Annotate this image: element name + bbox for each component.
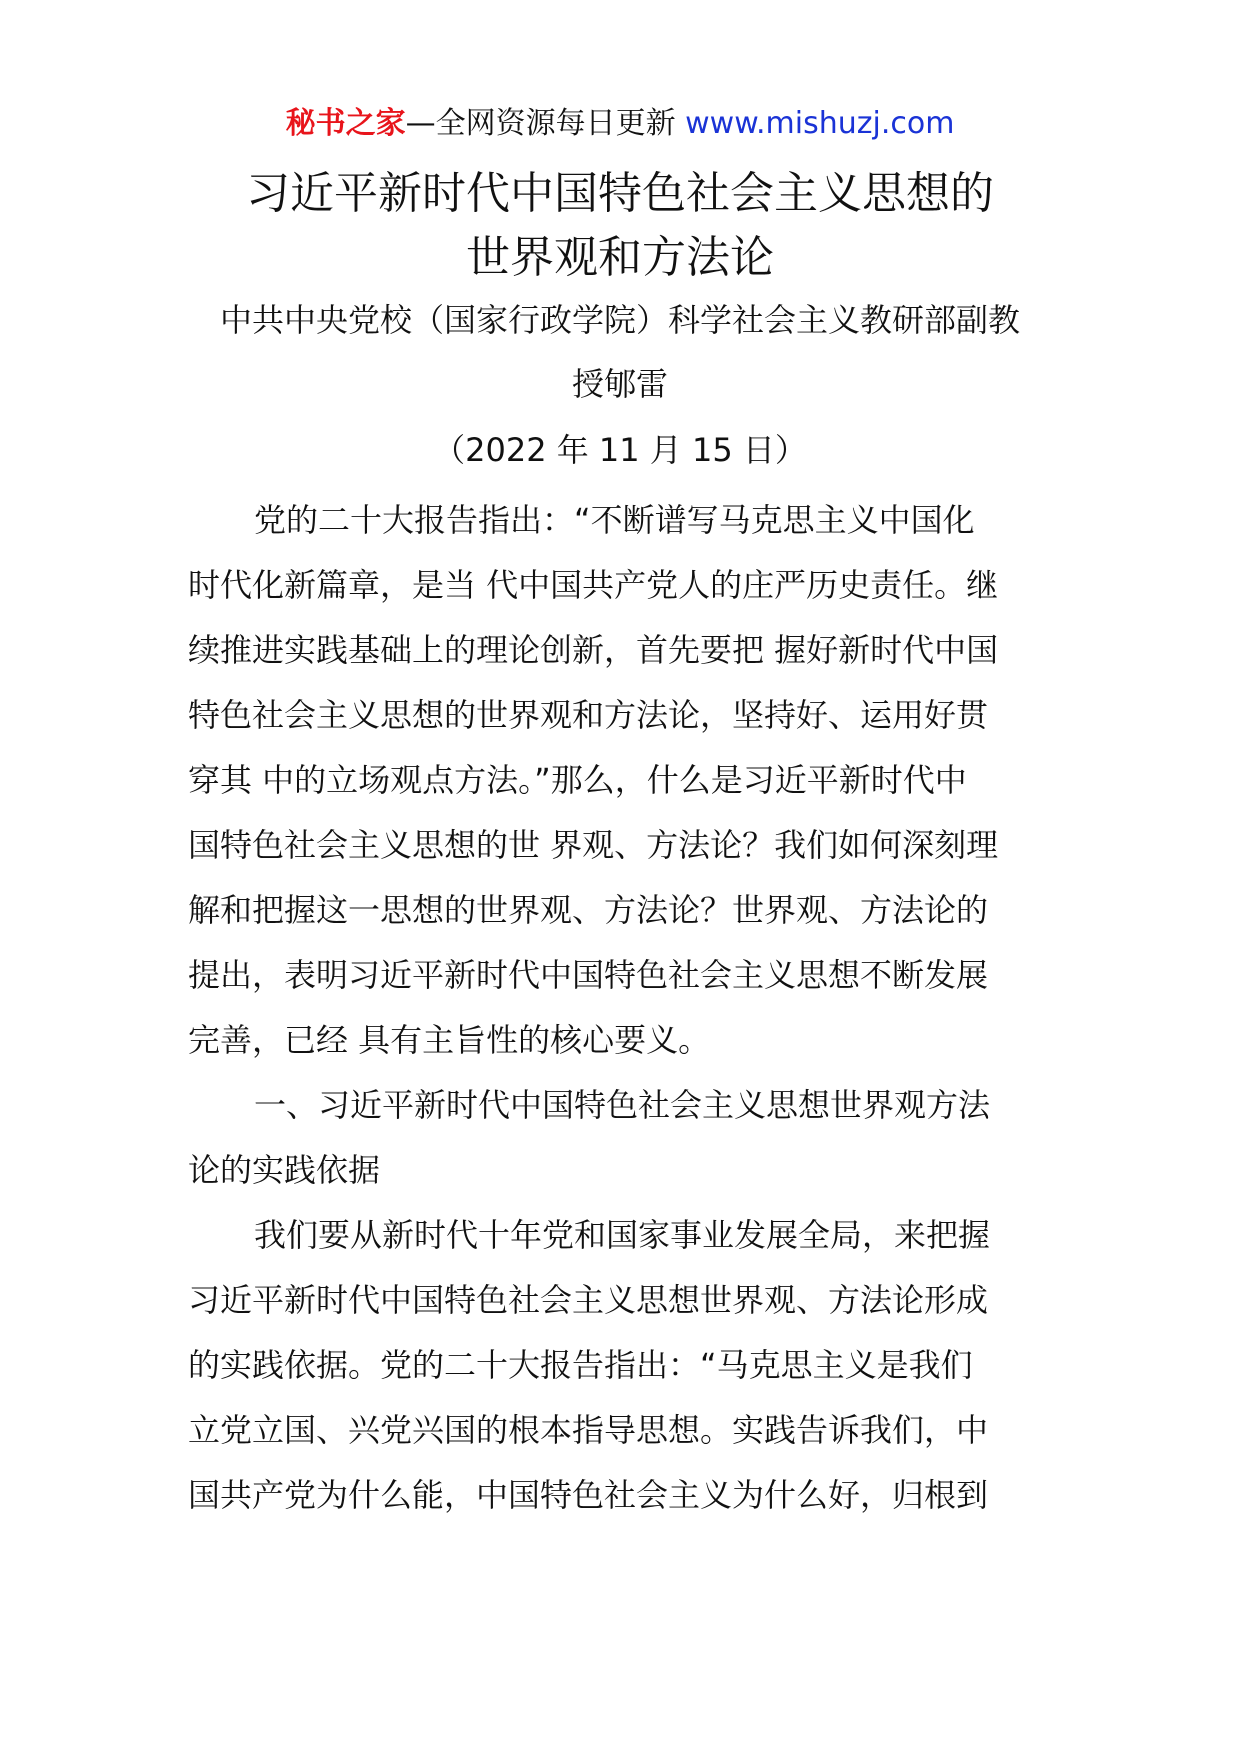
body-line: 穿其 中的立场观点方法。”那么，什么是习近平新时代中 — [188, 761, 967, 799]
body-line: 立党立国、兴党兴国的根本指导思想。实践告诉我们，中 — [188, 1411, 989, 1449]
body-text — [188, 488, 1068, 1528]
author-line-2: 授郇雷 — [571, 365, 668, 403]
body-line: 国特色社会主义思想的世 界观、方法论？我们如何深刻理 — [188, 826, 999, 864]
body-line: 党的二十大报告指出：“不断谱写马克思主义中国化 — [254, 501, 975, 539]
body-line: 续推进实践基础上的理论创新，首先要把 握好新时代中国 — [188, 631, 999, 669]
document-title-line-1: 习近平新时代中国特色社会主义思想的 — [246, 168, 994, 219]
site-url-link[interactable]: www.mishuzj.com — [685, 106, 955, 141]
body-line: 我们要从新时代十年党和国家事业发展全局，来把握 — [254, 1216, 991, 1254]
section-heading: 一、习近平新时代中国特色社会主义思想世界观方法 — [254, 1086, 991, 1124]
banner-slogan: —全网资源每日更新 — [405, 106, 686, 141]
body-line: 的实践依据。党的二十大报告指出：“马克思主义是我们 — [188, 1346, 973, 1384]
body-line: 特色社会主义思想的世界观和方法论，坚持好、运用好贯 — [188, 696, 989, 734]
body-line: 解和把握这一思想的世界观、方法论？世界观、方法论的 — [188, 891, 989, 929]
body-line: 国共产党为什么能，中国特色社会主义为什么好，归根到 — [188, 1476, 989, 1514]
document-date: （2022 年 11 月 15 日） — [433, 431, 807, 469]
section-heading-continued: 论的实践依据 — [188, 1151, 381, 1189]
author-line-1: 中共中央党校（国家行政学院）科学社会主义教研部副教 — [219, 301, 1020, 339]
brand-name: 秘书之家 — [285, 106, 406, 141]
body-line: 完善，已经 具有主旨性的核心要义。 — [188, 1021, 711, 1059]
site-banner — [0, 104, 1240, 144]
document-title-line-2: 世界观和方法论 — [466, 232, 774, 283]
body-line: 时代化新篇章，是当 代中国共产党人的庄严历史责任。继 — [188, 566, 999, 604]
body-line: 提出，表明习近平新时代中国特色社会主义思想不断发展 — [188, 956, 989, 994]
body-line: 习近平新时代中国特色社会主义思想世界观、方法论形成 — [188, 1281, 989, 1319]
